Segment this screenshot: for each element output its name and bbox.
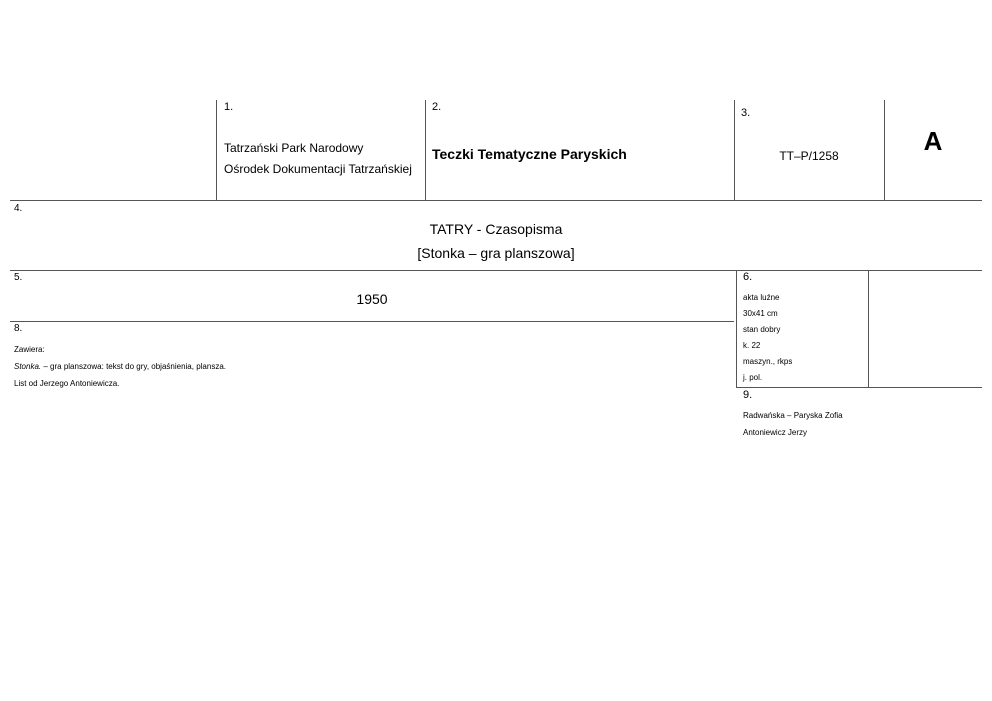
contents-label: Zawiera:: [14, 345, 45, 354]
divider-h-year: [10, 321, 734, 322]
contents-title-rest: – gra planszowa: tekst do gry, objaśnienia, plansza.: [41, 362, 226, 371]
description-item: k. 22: [743, 341, 761, 350]
divider-h-field6-bottom: [736, 387, 982, 388]
record-title: TATRY - Czasopisma: [429, 221, 563, 237]
institution-name: Tatrzański Park Narodowy: [224, 141, 364, 155]
description-item: akta luźne: [743, 293, 780, 302]
description-item: 30x41 cm: [743, 309, 778, 318]
contents-line: List od Jerzego Antoniewicza.: [14, 379, 120, 388]
divider-v-1: [216, 100, 217, 200]
field-6-number: 6.: [743, 271, 753, 283]
signature-code: TT–P/1258: [779, 149, 839, 163]
category-letter: A: [923, 126, 943, 156]
field-8-number: 8.: [14, 323, 23, 334]
record-subtitle: [Stonka – gra planszowa]: [417, 245, 575, 261]
physical-description: [743, 290, 792, 386]
person-name: Radwańska – Paryska Zofia: [743, 411, 843, 420]
description-item: j. pol.: [743, 373, 763, 382]
field-9-number: 9.: [743, 389, 753, 401]
field-1-number: 1.: [224, 101, 234, 113]
record-year: 1950: [356, 291, 388, 307]
contents-block: [14, 341, 226, 392]
field-4-number: 4.: [14, 203, 23, 214]
field-2-number: 2.: [432, 101, 442, 113]
field-5-number: 5.: [14, 272, 23, 283]
institution-department: Ośrodek Dokumentacji Tatrzańskiej: [224, 162, 412, 176]
collection-title: Teczki Tematyczne Paryskich: [432, 146, 627, 162]
description-item: maszyn., rkps: [743, 357, 793, 366]
divider-h-header: [10, 200, 982, 201]
person-name: Antoniewicz Jerzy: [743, 428, 808, 437]
divider-v-field6-right: [868, 270, 869, 387]
divider-h-title: [10, 270, 982, 271]
description-item: stan dobry: [743, 325, 781, 334]
contents-title-italic: Stonka.: [14, 362, 42, 371]
contents-line: [14, 358, 226, 375]
field-3-number: 3.: [741, 107, 751, 119]
persons-list: [743, 407, 843, 441]
divider-v-field6-left: [736, 270, 737, 387]
divider-v-2: [425, 100, 426, 200]
